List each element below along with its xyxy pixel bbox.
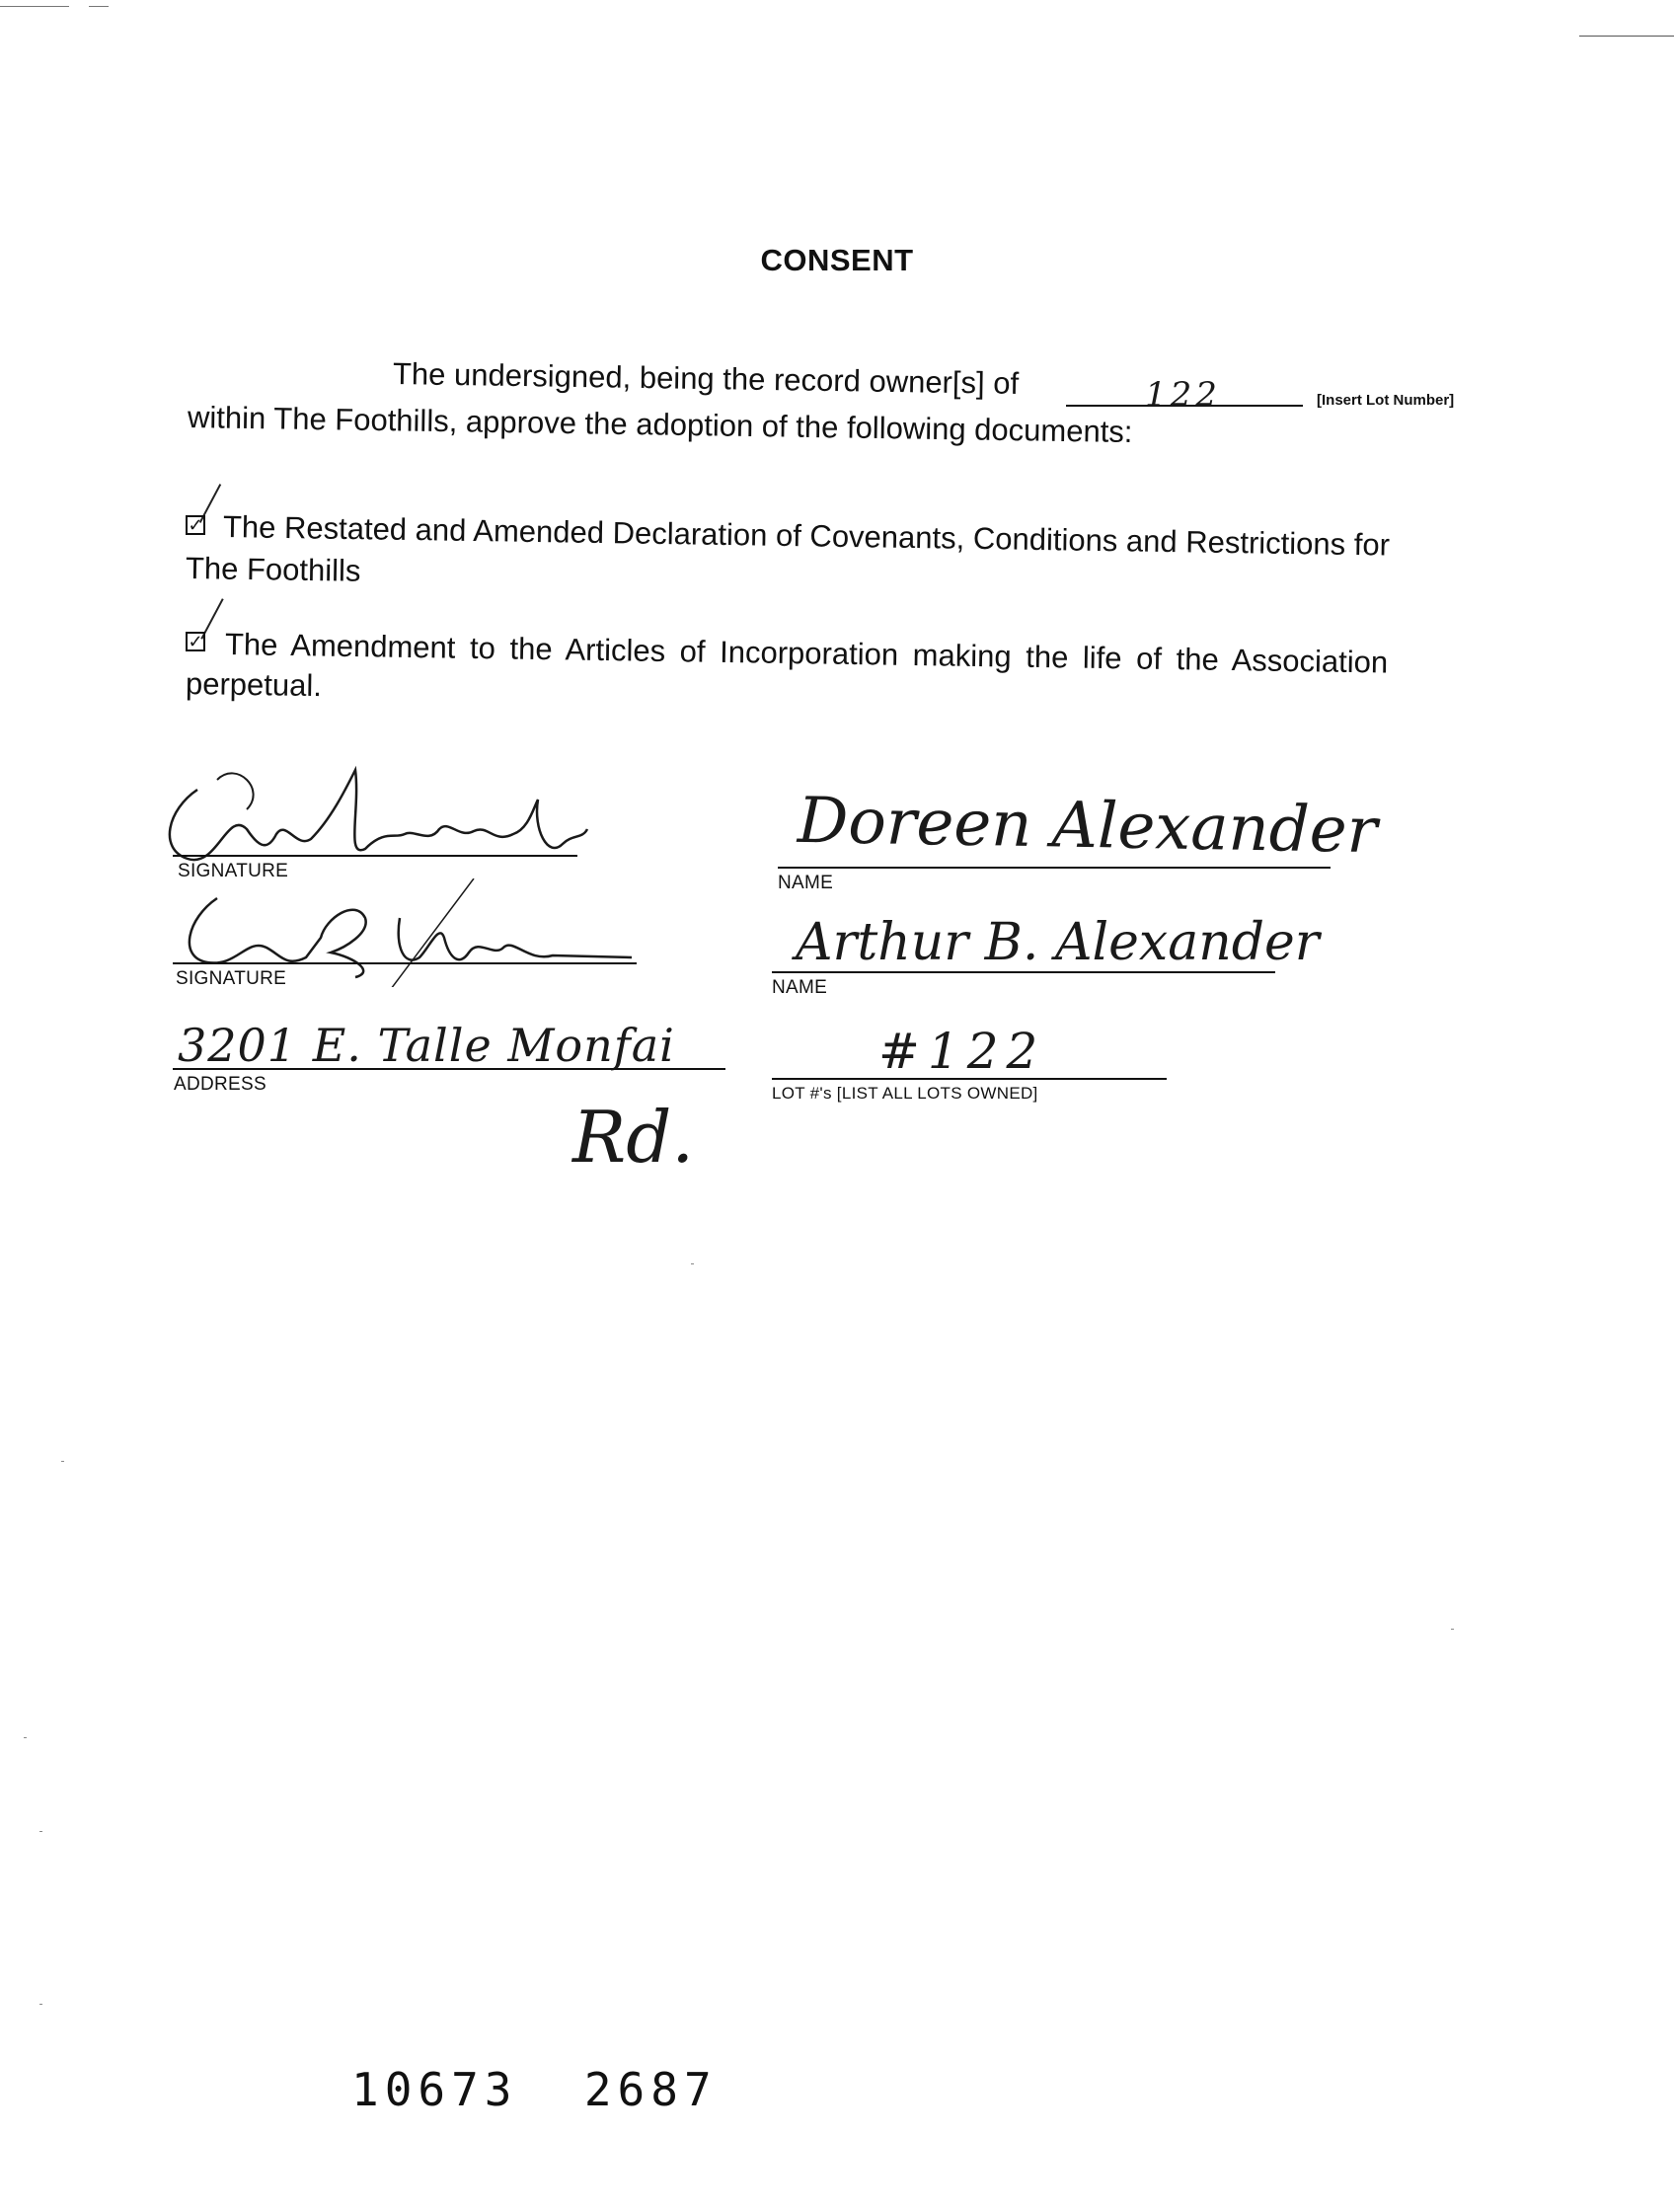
scan-speck — [1451, 1629, 1454, 1630]
scan-speck — [61, 1461, 64, 1462]
scan-speck — [39, 1831, 42, 1832]
name-2-line — [772, 971, 1275, 973]
scan-speck — [39, 2004, 42, 2005]
address-suffix-handwritten: Rd. — [572, 1096, 695, 1179]
address-label: ADDRESS — [174, 1074, 266, 1095]
scan-speck — [24, 1737, 27, 1738]
signature-1-label: SIGNATURE — [178, 861, 289, 881]
item-amendment-line-2: perpetual. — [185, 666, 323, 704]
item-amendment-line-1: The Amendment to the Articles of Incorporation making the life of the Association — [224, 627, 1389, 680]
address-line — [173, 1068, 725, 1070]
checkmark-icon: ✓ — [188, 632, 203, 651]
checkbox-declaration[interactable] — [186, 515, 205, 535]
name-2-handwritten: Arthur B. Alexander — [796, 913, 1320, 972]
lots-handwritten: #122 — [878, 1023, 1046, 1080]
insert-lot-number-note: [Insert Lot Number] — [1317, 392, 1455, 409]
signature-2-line — [173, 962, 637, 964]
checkmark-icon: ✓ — [188, 515, 203, 535]
lot-number-handwritten: 122 — [1145, 375, 1221, 415]
scan-mark-top-left — [0, 6, 69, 7]
name-1-handwritten: Doreen Alexander — [797, 784, 1378, 869]
signature-1-scribble — [158, 750, 592, 878]
signature-2-label: SIGNATURE — [176, 968, 287, 989]
recording-stamp-number: 10673 2687 — [351, 2063, 718, 2116]
scan-speck — [691, 1263, 694, 1264]
document-title: CONSENT — [760, 243, 914, 277]
scan-mark-top-left-2 — [89, 6, 109, 7]
signature-1-line — [173, 855, 577, 857]
item-declaration-line-2: The Foothills — [185, 551, 361, 588]
lots-line — [772, 1078, 1167, 1080]
intro-line-2: within The Foothills, approve the adoption of the following documents: — [187, 400, 1133, 450]
name-1-label: NAME — [778, 873, 834, 893]
checkbox-amendment[interactable] — [186, 632, 205, 651]
item-declaration-line-1: The Restated and Amended Declaration of Covenants, Conditions and Restrictions for — [222, 509, 1391, 563]
lots-label: LOT #'s [LIST ALL LOTS OWNED] — [772, 1084, 1038, 1103]
scan-mark-top-right — [1579, 36, 1674, 37]
address-handwritten: 3201 E. Talle Monfai — [178, 1019, 675, 1072]
intro-line-1: The undersigned, being the record owner[s] of — [392, 356, 1020, 401]
name-1-line — [778, 867, 1331, 869]
name-2-label: NAME — [772, 977, 828, 998]
